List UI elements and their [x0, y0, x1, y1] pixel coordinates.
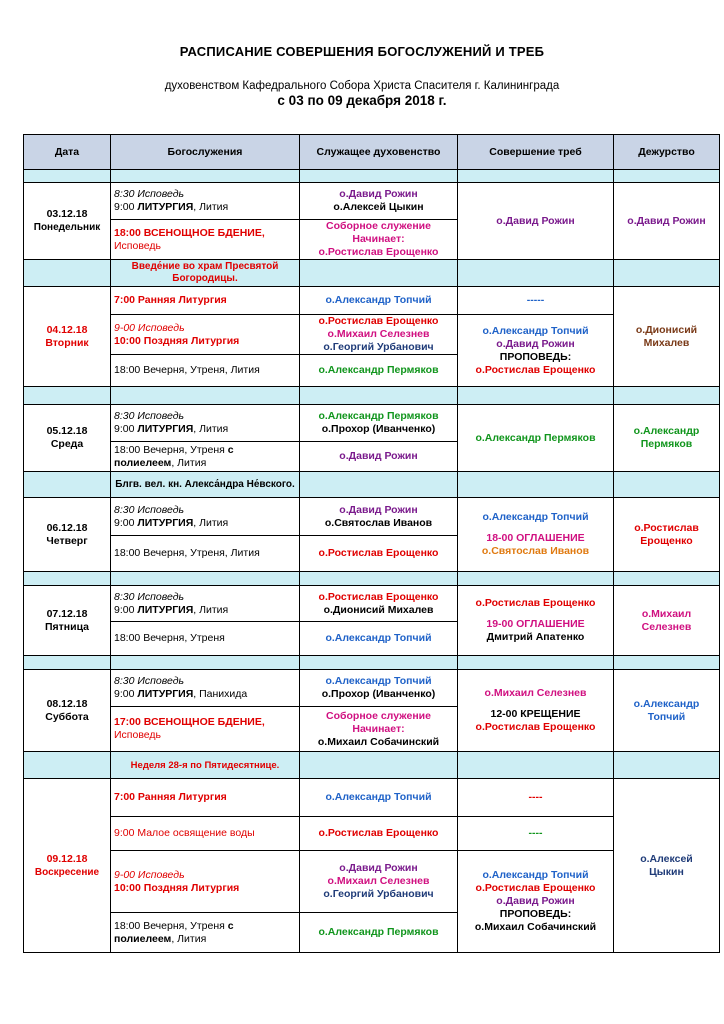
- rites-cell: ----: [458, 779, 614, 817]
- date-cell: 03.12.18 Понедельник: [24, 183, 111, 260]
- feast-row: [24, 752, 720, 779]
- service-cell: 18:00 Вечерня, Утреня: [111, 622, 300, 656]
- clergy-cell: Соборное служение Начинает: о.Михаил Собачинский: [300, 707, 458, 752]
- duty-cell: о.Александр Топчий: [614, 670, 720, 752]
- duty-cell: о.Ростислав Ерощенко: [614, 498, 720, 572]
- feast-row: [24, 260, 720, 287]
- rites-cell: о.Александр Пермяков: [458, 405, 614, 472]
- duty-cell: о.Александр Пермяков: [614, 405, 720, 472]
- separator-row: [24, 656, 720, 670]
- service-cell: 9-00 Исповедь 10:00 Поздняя Литургия: [111, 851, 300, 913]
- clergy-cell: о.Давид Рожин о.Михаил Селезнев о.Георгий Урбанович: [300, 851, 458, 913]
- table-row: [24, 670, 720, 707]
- clergy-cell: о.Ростислав Ерощенко о.Михаил Селезнев о.Георгий Урбанович: [300, 315, 458, 355]
- service-cell: 7:00 Ранняя Литургия: [111, 287, 300, 315]
- rites-cell: о.Александр Топчий 18-00 ОГЛАШЕНИЕ о.Святослав Иванов: [458, 498, 614, 572]
- service-cell: 8:30 Исповедь 9:00 ЛИТУРГИЯ, Лития: [111, 405, 300, 442]
- rites-cell: ----: [458, 817, 614, 851]
- rites-cell: о.Александр Топчий о.Ростислав Ерощенко о.Давид Рожин ПРОПОВЕДЬ: о.Михаил Собачинский: [458, 851, 614, 953]
- clergy-cell: о.Ростислав Ерощенко о.Дионисий Михалев: [300, 586, 458, 622]
- feast-label: Введе́ние во храм Пресвятой Богородицы.: [111, 260, 300, 287]
- date-cell: 08.12.18 Суббота: [24, 670, 111, 752]
- service-cell: 18:00 ВСЕНОЩНОЕ БДЕНИЕ, Исповедь: [111, 220, 300, 260]
- date-cell: 09.12.18 Воскресение: [24, 779, 111, 953]
- rites-cell: о.Ростислав Ерощенко 19-00 ОГЛАШЕНИЕ Дмитрий Апатенко: [458, 586, 614, 656]
- clergy-cell: о.Александр Пермяков о.Прохор (Иванченко): [300, 405, 458, 442]
- service-cell: 7:00 Ранняя Литургия: [111, 779, 300, 817]
- table-row: [24, 586, 720, 622]
- page-subtitle: духовенством Кафедрального Собора Христа Спасителя г. Калининграда: [164, 80, 560, 92]
- separator-row: [24, 170, 720, 183]
- separator-row: [24, 387, 720, 405]
- date-cell: 07.12.18 Пятница: [24, 586, 111, 656]
- clergy-cell: о.Александр Топчий: [300, 622, 458, 656]
- table-row: [24, 287, 720, 315]
- service-cell: 8:30 Исповедь 9:00 ЛИТУРГИЯ, Лития: [111, 183, 300, 220]
- separator-row: [24, 572, 720, 586]
- service-cell: 9:00 Малое освящение воды: [111, 817, 300, 851]
- rites-cell: -----: [458, 287, 614, 315]
- col-header-duty: Дежурство: [614, 135, 720, 170]
- service-cell: 8:30 Исповедь 9:00 ЛИТУРГИЯ, Панихида: [111, 670, 300, 707]
- clergy-cell: о.Александр Пермяков: [300, 913, 458, 953]
- clergy-cell: о.Ростислав Ерощенко: [300, 536, 458, 572]
- date-cell: 06.12.18 Четверг: [24, 498, 111, 572]
- schedule-table: [23, 134, 720, 953]
- feast-label: Неделя 28-я по Пятидесятнице.: [111, 752, 300, 779]
- date-cell: 05.12.18 Среда: [24, 405, 111, 472]
- table-row: [24, 405, 720, 442]
- service-cell: 9-00 Исповедь 10:00 Поздняя Литургия: [111, 315, 300, 355]
- col-header-clergy: Служащее духовенство: [300, 135, 458, 170]
- rites-cell: о.Давид Рожин: [458, 183, 614, 260]
- clergy-cell: о.Александр Пермяков: [300, 355, 458, 387]
- clergy-cell: о.Давид Рожин: [300, 442, 458, 472]
- service-cell: 18:00 Вечерня, Утреня с полиелеем, Лития: [111, 913, 300, 953]
- feast-label: Блгв. вел. кн. Алекса́ндра Не́вского.: [111, 472, 300, 498]
- feast-row: [24, 472, 720, 498]
- date-range: с 03 по 09 декабря 2018 г.: [277, 93, 447, 108]
- service-cell: 18:00 Вечерня, Утреня с полиелеем, Лития: [111, 442, 300, 472]
- page-title: РАСПИСАНИЕ СОВЕРШЕНИЯ БОГОСЛУЖЕНИЙ И ТРЕБ: [179, 44, 545, 59]
- col-header-rites: Совершение треб: [458, 135, 614, 170]
- duty-cell: о.Алексей Цыкин: [614, 779, 720, 953]
- col-header-date: Дата: [24, 135, 111, 170]
- date-cell: 04.12.18 Вторник: [24, 287, 111, 387]
- clergy-cell: о.Давид Рожин о.Святослав Иванов: [300, 498, 458, 536]
- clergy-cell: о.Давид Рожин о.Алексей Цыкин: [300, 183, 458, 220]
- clergy-cell: о.Александр Топчий о.Прохор (Иванченко): [300, 670, 458, 707]
- col-header-services: Богослужения: [111, 135, 300, 170]
- clergy-cell: о.Александр Топчий: [300, 779, 458, 817]
- clergy-cell: Соборное служение Начинает: о.Ростислав Ерощенко: [300, 220, 458, 260]
- header-row: [24, 135, 720, 170]
- service-cell: 8:30 Исповедь 9:00 ЛИТУРГИЯ, Лития: [111, 586, 300, 622]
- service-cell: 17:00 ВСЕНОЩНОЕ БДЕНИЕ, Исповедь: [111, 707, 300, 752]
- table-row: [24, 779, 720, 817]
- table-row: [24, 183, 720, 220]
- clergy-cell: о.Ростислав Ерощенко: [300, 817, 458, 851]
- clergy-cell: о.Александр Топчий: [300, 287, 458, 315]
- duty-cell: о.Дионисий Михалев: [614, 287, 720, 387]
- rites-cell: о.Александр Топчий о.Давид Рожин ПРОПОВЕДЬ: о.Ростислав Ерощенко: [458, 315, 614, 387]
- table-row: [24, 498, 720, 536]
- service-cell: 18:00 Вечерня, Утреня, Лития: [111, 355, 300, 387]
- duty-cell: о.Михаил Селезнев: [614, 586, 720, 656]
- service-cell: 8:30 Исповедь 9:00 ЛИТУРГИЯ, Лития: [111, 498, 300, 536]
- duty-cell: о.Давид Рожин: [614, 183, 720, 260]
- rites-cell: о.Михаил Селезнев 12-00 КРЕЩЕНИЕ о.Ростислав Ерощенко: [458, 670, 614, 752]
- service-cell: 18:00 Вечерня, Утреня, Лития: [111, 536, 300, 572]
